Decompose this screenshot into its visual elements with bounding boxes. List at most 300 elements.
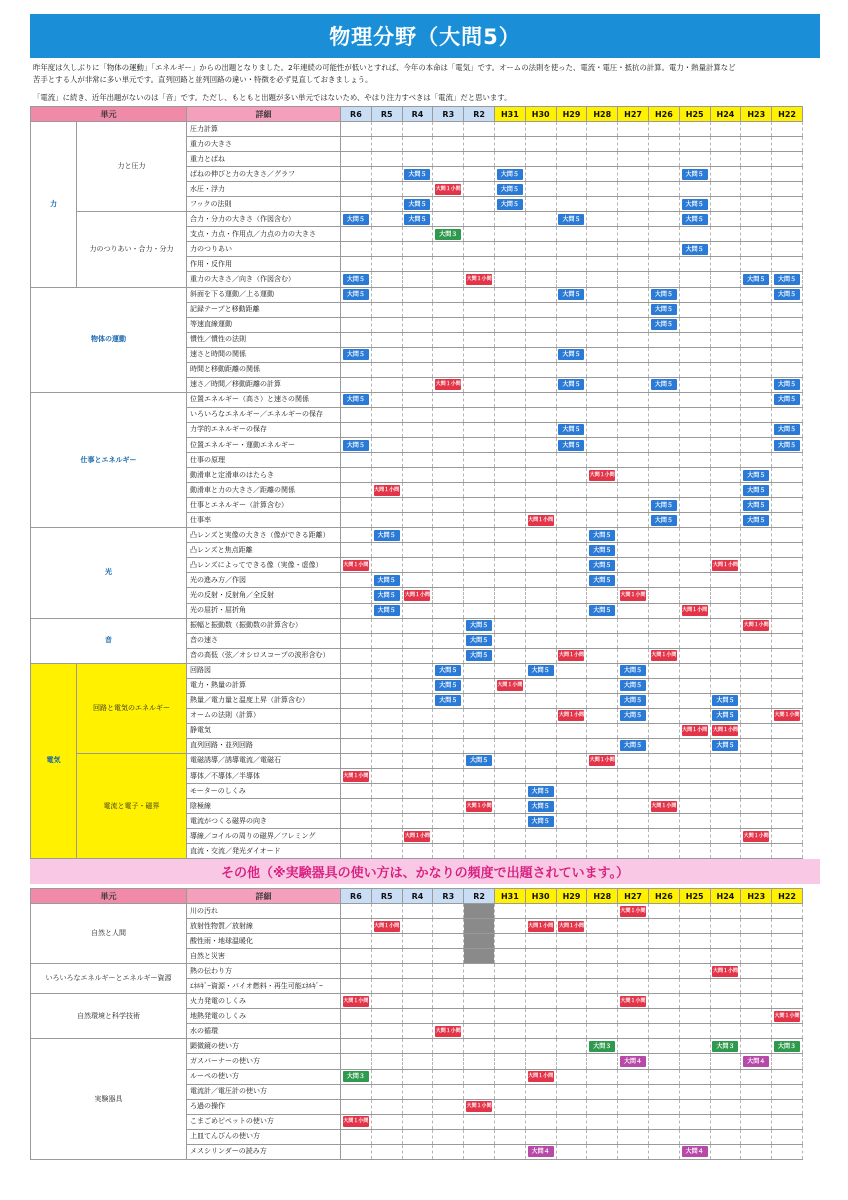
- exam-tag: 大問１小問: [558, 710, 584, 721]
- year-cell-h28: [587, 242, 618, 257]
- year-cell-h23: [741, 964, 772, 979]
- year-cell-h27: [618, 453, 649, 468]
- year-cell-h24: [710, 603, 741, 618]
- year-cell-h30: [525, 1099, 556, 1114]
- exam-tag: 大問５: [589, 545, 615, 556]
- year-cell-h23: [741, 603, 772, 618]
- year-cell-r6: [341, 753, 372, 768]
- year-header-h27: H27: [618, 889, 649, 904]
- year-cell-h22: [772, 272, 803, 287]
- year-cell-r3: [433, 272, 464, 287]
- year-cell-h29: [556, 919, 587, 934]
- unit-category: 自然環境と科学技術: [31, 994, 187, 1039]
- year-cell-r3: [433, 588, 464, 603]
- year-cell-h25: [679, 1009, 710, 1024]
- year-cell-h27: [618, 543, 649, 558]
- year-cell-r3: [433, 1069, 464, 1084]
- year-cell-h26: [648, 227, 679, 242]
- year-cell-h22: [772, 453, 803, 468]
- year-cell-r3: [433, 257, 464, 272]
- year-cell-h28: [587, 498, 618, 513]
- year-cell-r4: [402, 1129, 433, 1144]
- table-row: [31, 287, 803, 302]
- year-cell-h22: [772, 227, 803, 242]
- year-cell-h26: [648, 663, 679, 678]
- year-cell-h28: [587, 1129, 618, 1144]
- year-cell-h22: [772, 678, 803, 693]
- year-header-h30: H30: [525, 107, 556, 122]
- exam-tag: 大問５: [343, 289, 369, 300]
- year-cell-h24: [710, 483, 741, 498]
- topic-detail: 熱量／電力量と温度上昇（計算含む）: [187, 693, 341, 708]
- exam-tag: 大問１小問: [651, 801, 677, 812]
- year-cell-h22: [772, 543, 803, 558]
- year-cell-h25: [679, 483, 710, 498]
- year-cell-r5: [371, 483, 402, 498]
- year-cell-h23: [741, 453, 772, 468]
- exam-tag: 大問４: [620, 1056, 646, 1067]
- year-cell-h24: [710, 829, 741, 844]
- year-cell-h25: [679, 137, 710, 152]
- year-cell-h24: [710, 498, 741, 513]
- year-header-h26: H26: [648, 107, 679, 122]
- year-cell-r5: [371, 753, 402, 768]
- year-cell-r4: [402, 1024, 433, 1039]
- year-cell-r5: [371, 678, 402, 693]
- exam-tag: 大問１小問: [620, 906, 646, 917]
- year-cell-r6: [341, 302, 372, 317]
- year-cell-r5: [371, 1144, 402, 1159]
- year-cell-h22: [772, 573, 803, 588]
- year-cell-r6: [341, 919, 372, 934]
- year-cell-h26: [648, 242, 679, 257]
- year-cell-h31: [494, 287, 525, 302]
- year-cell-h23: [741, 1144, 772, 1159]
- year-cell-r6: [341, 708, 372, 723]
- year-cell-h28: [587, 1009, 618, 1024]
- exam-tag: 大問５: [374, 575, 400, 586]
- year-cell-h28: [587, 919, 618, 934]
- exam-tag: 大問１小問: [404, 590, 430, 601]
- year-cell-h26: [648, 829, 679, 844]
- year-cell-h28: [587, 949, 618, 964]
- year-cell-h24: [710, 738, 741, 753]
- year-cell-h27: [618, 242, 649, 257]
- year-cell-r2: [464, 829, 495, 844]
- year-cell-h28: [587, 197, 618, 212]
- year-cell-h28: [587, 934, 618, 949]
- year-cell-h23: [741, 1099, 772, 1114]
- year-cell-r3: [433, 844, 464, 859]
- year-header-r2: R2: [464, 889, 495, 904]
- year-cell-h30: [525, 949, 556, 964]
- year-cell-r4: [402, 1009, 433, 1024]
- year-cell-h22: [772, 513, 803, 528]
- year-cell-h23: [741, 437, 772, 452]
- year-cell-h22: [772, 753, 803, 768]
- year-cell-h27: [618, 588, 649, 603]
- year-cell-h31: [494, 167, 525, 182]
- year-cell-h26: [648, 919, 679, 934]
- year-cell-h28: [587, 227, 618, 242]
- year-cell-h29: [556, 784, 587, 799]
- year-cell-r6: [341, 483, 372, 498]
- year-cell-r2: [464, 799, 495, 814]
- year-cell-r5: [371, 543, 402, 558]
- year-cell-r3: [433, 242, 464, 257]
- unit-category: いろいろなエネルギーとエネルギー資源: [31, 964, 187, 994]
- year-cell-h28: [587, 814, 618, 829]
- year-cell-h24: [710, 528, 741, 543]
- topic-detail: 陰極線: [187, 799, 341, 814]
- year-cell-h27: [618, 122, 649, 137]
- year-cell-h28: [587, 347, 618, 362]
- year-cell-h22: [772, 362, 803, 377]
- year-cell-h31: [494, 573, 525, 588]
- year-cell-h22: [772, 919, 803, 934]
- year-cell-h26: [648, 769, 679, 784]
- year-cell-h31: [494, 242, 525, 257]
- year-cell-r6: [341, 167, 372, 182]
- year-cell-r6: [341, 979, 372, 994]
- year-cell-r4: [402, 498, 433, 513]
- year-cell-r2: [464, 197, 495, 212]
- header-detail: 詳細: [187, 889, 341, 904]
- year-cell-h25: [679, 573, 710, 588]
- year-cell-h26: [648, 437, 679, 452]
- exam-tag: 大問５: [712, 710, 738, 721]
- year-cell-h22: [772, 814, 803, 829]
- year-cell-r3: [433, 769, 464, 784]
- year-cell-r2: [464, 784, 495, 799]
- year-cell-h30: [525, 212, 556, 227]
- year-cell-r4: [402, 362, 433, 377]
- year-cell-h26: [648, 844, 679, 859]
- year-cell-r3: [433, 723, 464, 738]
- year-cell-h25: [679, 934, 710, 949]
- year-cell-r3: [433, 573, 464, 588]
- year-cell-h27: [618, 1039, 649, 1054]
- year-cell-h22: [772, 422, 803, 437]
- year-cell-r5: [371, 1054, 402, 1069]
- year-cell-h25: [679, 1024, 710, 1039]
- year-cell-r6: [341, 784, 372, 799]
- table-row: [31, 964, 803, 979]
- topic-detail: 顕微鏡の使い方: [187, 1039, 341, 1054]
- year-cell-r6: [341, 422, 372, 437]
- exam-tag: 大問５: [558, 440, 584, 451]
- year-cell-h29: [556, 392, 587, 407]
- year-cell-h27: [618, 1114, 649, 1129]
- year-cell-r4: [402, 1099, 433, 1114]
- year-cell-r3: [433, 753, 464, 768]
- year-cell-r5: [371, 468, 402, 483]
- year-cell-h31: [494, 332, 525, 347]
- year-cell-h29: [556, 738, 587, 753]
- year-cell-r3: [433, 1024, 464, 1039]
- topic-detail: 導体／不導体／半導体: [187, 769, 341, 784]
- topic-detail: ルーペの使い方: [187, 1069, 341, 1084]
- year-cell-h30: [525, 317, 556, 332]
- year-header-h31: H31: [494, 107, 525, 122]
- year-cell-h25: [679, 212, 710, 227]
- year-cell-h28: [587, 964, 618, 979]
- year-cell-h27: [618, 513, 649, 528]
- year-cell-r6: [341, 437, 372, 452]
- exam-tag: 大問５: [404, 214, 430, 225]
- year-cell-r6: [341, 392, 372, 407]
- year-cell-h24: [710, 678, 741, 693]
- exam-tag: 大問５: [374, 605, 400, 616]
- year-cell-r4: [402, 844, 433, 859]
- year-cell-r5: [371, 422, 402, 437]
- year-cell-h26: [648, 964, 679, 979]
- year-cell-h29: [556, 182, 587, 197]
- year-cell-h24: [710, 1009, 741, 1024]
- year-cell-h28: [587, 648, 618, 663]
- year-cell-r2: [464, 949, 495, 964]
- exam-tag: 大問５: [374, 530, 400, 541]
- year-cell-h27: [618, 483, 649, 498]
- year-cell-h29: [556, 633, 587, 648]
- year-cell-h27: [618, 317, 649, 332]
- year-cell-r4: [402, 708, 433, 723]
- year-cell-h24: [710, 994, 741, 1009]
- year-cell-h24: [710, 302, 741, 317]
- exam-tag: 大問１小問: [343, 771, 369, 782]
- year-cell-h30: [525, 362, 556, 377]
- year-cell-r4: [402, 693, 433, 708]
- year-cell-h24: [710, 377, 741, 392]
- year-cell-h30: [525, 302, 556, 317]
- year-cell-h24: [710, 1114, 741, 1129]
- year-cell-h31: [494, 483, 525, 498]
- topic-detail: 等速直線運動: [187, 317, 341, 332]
- year-cell-h26: [648, 603, 679, 618]
- year-cell-h27: [618, 648, 649, 663]
- year-cell-h26: [648, 1069, 679, 1084]
- year-cell-r6: [341, 678, 372, 693]
- year-cell-h23: [741, 392, 772, 407]
- year-cell-h27: [618, 829, 649, 844]
- year-cell-h29: [556, 257, 587, 272]
- year-cell-r4: [402, 137, 433, 152]
- year-cell-h28: [587, 377, 618, 392]
- year-cell-r3: [433, 1039, 464, 1054]
- year-cell-h24: [710, 663, 741, 678]
- year-cell-h29: [556, 212, 587, 227]
- year-cell-h25: [679, 799, 710, 814]
- year-cell-r6: [341, 122, 372, 137]
- year-cell-h23: [741, 1084, 772, 1099]
- year-cell-r2: [464, 769, 495, 784]
- year-cell-r2: [464, 242, 495, 257]
- topic-detail: 仕事率: [187, 513, 341, 528]
- exam-tag: 大問５: [620, 740, 646, 751]
- year-cell-r3: [433, 1009, 464, 1024]
- year-cell-r6: [341, 1129, 372, 1144]
- year-cell-r4: [402, 753, 433, 768]
- topic-detail: 動滑車と定滑車のはたらき: [187, 468, 341, 483]
- topic-detail: ガスバーナーの使い方: [187, 1054, 341, 1069]
- topic-detail: 斜面を下る運動／上る運動: [187, 287, 341, 302]
- year-cell-h31: [494, 212, 525, 227]
- year-cell-r5: [371, 287, 402, 302]
- year-cell-h28: [587, 272, 618, 287]
- year-cell-h27: [618, 844, 649, 859]
- year-cell-h31: [494, 904, 525, 919]
- year-cell-h28: [587, 152, 618, 167]
- year-cell-h22: [772, 407, 803, 422]
- table-row: [31, 618, 803, 633]
- year-cell-h26: [648, 1009, 679, 1024]
- year-cell-h29: [556, 814, 587, 829]
- year-cell-h22: [772, 347, 803, 362]
- year-cell-h22: [772, 769, 803, 784]
- exam-tag: 大問１小問: [497, 680, 523, 691]
- year-cell-h30: [525, 453, 556, 468]
- year-cell-h30: [525, 257, 556, 272]
- year-cell-h27: [618, 272, 649, 287]
- year-cell-h30: [525, 1069, 556, 1084]
- year-cell-h25: [679, 272, 710, 287]
- year-cell-r5: [371, 302, 402, 317]
- year-cell-h22: [772, 784, 803, 799]
- year-cell-h24: [710, 753, 741, 768]
- year-cell-r5: [371, 799, 402, 814]
- year-cell-r2: [464, 483, 495, 498]
- year-cell-r6: [341, 829, 372, 844]
- year-cell-r4: [402, 543, 433, 558]
- year-cell-h26: [648, 347, 679, 362]
- year-header-r6: R6: [341, 107, 372, 122]
- year-cell-h30: [525, 919, 556, 934]
- year-cell-h26: [648, 287, 679, 302]
- year-cell-r2: [464, 302, 495, 317]
- year-cell-h23: [741, 1024, 772, 1039]
- year-cell-h23: [741, 769, 772, 784]
- year-cell-r6: [341, 1069, 372, 1084]
- year-header-h26: H26: [648, 889, 679, 904]
- year-cell-r5: [371, 964, 402, 979]
- year-cell-h28: [587, 1084, 618, 1099]
- year-cell-h27: [618, 302, 649, 317]
- year-cell-h29: [556, 603, 587, 618]
- year-cell-h31: [494, 934, 525, 949]
- year-cell-h31: [494, 979, 525, 994]
- year-cell-h27: [618, 377, 649, 392]
- year-cell-h28: [587, 769, 618, 784]
- exam-tag: 大問１小問: [435, 1026, 461, 1037]
- year-cell-h29: [556, 227, 587, 242]
- exam-tag: 大問５: [774, 274, 800, 285]
- year-cell-h22: [772, 392, 803, 407]
- year-cell-h30: [525, 137, 556, 152]
- year-cell-h30: [525, 498, 556, 513]
- exam-tag: 大問１小問: [651, 650, 677, 661]
- year-cell-h23: [741, 528, 772, 543]
- year-cell-r5: [371, 453, 402, 468]
- year-cell-h27: [618, 407, 649, 422]
- header-detail: 詳細: [187, 107, 341, 122]
- year-cell-h26: [648, 723, 679, 738]
- year-cell-h28: [587, 678, 618, 693]
- year-cell-h28: [587, 137, 618, 152]
- year-cell-h26: [648, 1084, 679, 1099]
- year-cell-h22: [772, 588, 803, 603]
- year-cell-r3: [433, 422, 464, 437]
- year-cell-h25: [679, 182, 710, 197]
- year-cell-h26: [648, 573, 679, 588]
- year-cell-h30: [525, 1054, 556, 1069]
- exam-tag: 大問５: [435, 680, 461, 691]
- year-cell-r3: [433, 1114, 464, 1129]
- year-cell-h31: [494, 302, 525, 317]
- other-section-title: その他（※実験器具の使い方は、かなりの頻度で出題されています。）: [220, 866, 630, 881]
- year-cell-h23: [741, 197, 772, 212]
- exam-tag: 大問１小問: [682, 605, 708, 616]
- exam-tag: 大問５: [497, 184, 523, 195]
- year-cell-h23: [741, 513, 772, 528]
- year-cell-r3: [433, 347, 464, 362]
- year-cell-h24: [710, 332, 741, 347]
- year-cell-r3: [433, 633, 464, 648]
- year-cell-h25: [679, 392, 710, 407]
- year-cell-h25: [679, 588, 710, 603]
- year-cell-r3: [433, 377, 464, 392]
- year-cell-h28: [587, 437, 618, 452]
- year-cell-r3: [433, 182, 464, 197]
- year-cell-h28: [587, 332, 618, 347]
- year-cell-r2: [464, 648, 495, 663]
- year-cell-r4: [402, 738, 433, 753]
- year-cell-h30: [525, 437, 556, 452]
- year-cell-h30: [525, 513, 556, 528]
- year-cell-r4: [402, 1144, 433, 1159]
- year-cell-h22: [772, 633, 803, 648]
- year-cell-r2: [464, 167, 495, 182]
- year-cell-h22: [772, 152, 803, 167]
- year-header-h28: H28: [587, 107, 618, 122]
- year-cell-h29: [556, 1054, 587, 1069]
- year-cell-r2: [464, 708, 495, 723]
- topic-detail: 上皿てんびんの使い方: [187, 1129, 341, 1144]
- year-cell-r6: [341, 137, 372, 152]
- year-cell-h24: [710, 949, 741, 964]
- year-cell-h23: [741, 994, 772, 1009]
- year-header-r3: R3: [433, 889, 464, 904]
- unit-subcategory: 力のつりあい・合力・分力: [77, 212, 187, 287]
- year-cell-r2: [464, 693, 495, 708]
- year-cell-h26: [648, 317, 679, 332]
- year-cell-h28: [587, 904, 618, 919]
- year-cell-r6: [341, 1054, 372, 1069]
- topic-detail: 圧力計算: [187, 122, 341, 137]
- year-cell-h30: [525, 347, 556, 362]
- year-cell-h28: [587, 122, 618, 137]
- year-cell-h23: [741, 167, 772, 182]
- exam-tag: 大問５: [466, 650, 492, 661]
- year-cell-r5: [371, 1069, 402, 1084]
- year-cell-h29: [556, 723, 587, 738]
- year-cell-h31: [494, 362, 525, 377]
- year-cell-r5: [371, 648, 402, 663]
- exam-tag: 大問１小問: [712, 725, 738, 736]
- year-cell-h26: [648, 1039, 679, 1054]
- year-cell-r6: [341, 1084, 372, 1099]
- year-cell-h28: [587, 392, 618, 407]
- exam-tag: 大問５: [651, 500, 677, 511]
